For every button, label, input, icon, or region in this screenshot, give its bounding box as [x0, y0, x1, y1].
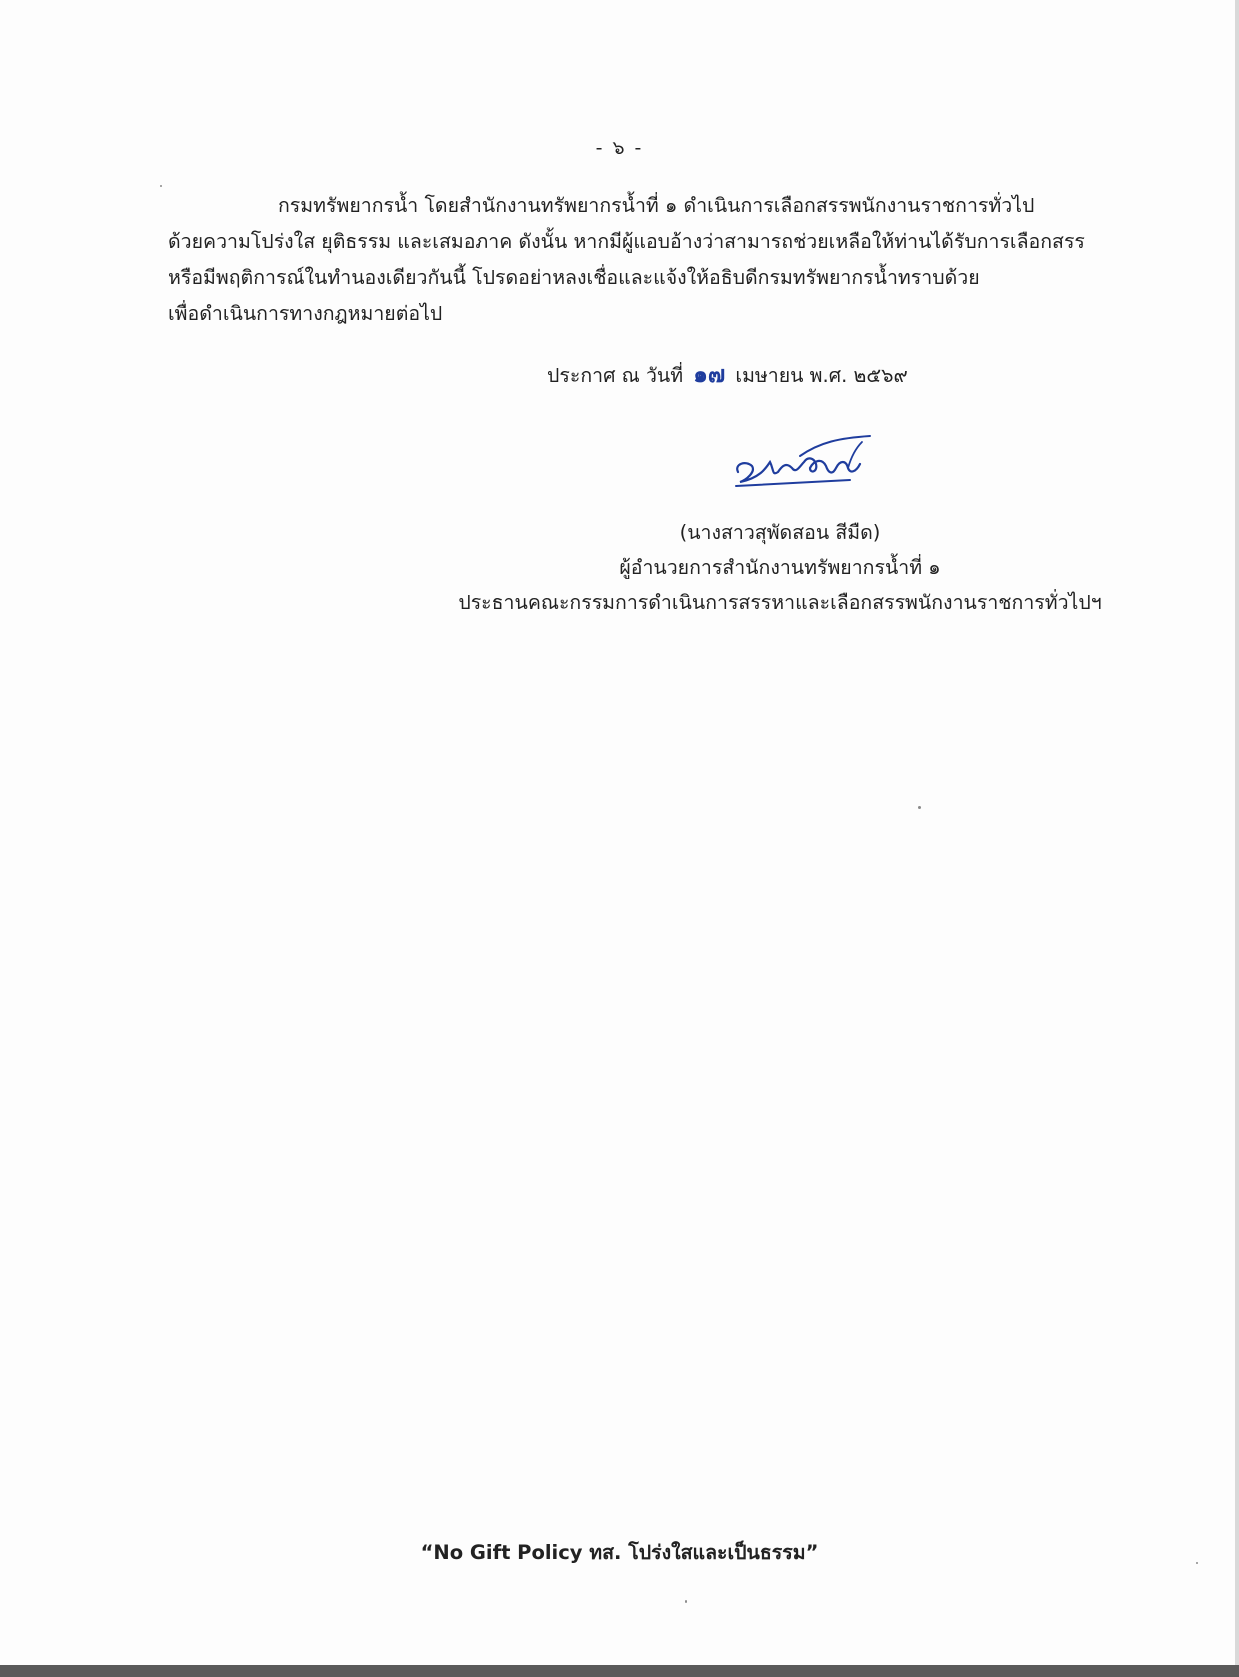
page-number: - ๖ -	[595, 137, 644, 159]
signatory-block	[430, 515, 1130, 620]
footer-slogan: “No Gift Policy ทส. โปร่งใสและเป็นธรรม”	[420, 1541, 819, 1564]
signatory-position-1: ผู้อำนวยการสำนักงานทรัพยากรน้ำที่ ๑	[619, 556, 941, 579]
paragraph-line-1: กรมทรัพยากรน้ำ โดยสำนักงานทรัพยากรน้ำที่ ๑ ดำเนินการเลือกสรรพนักงานราชการทั่วไป	[278, 194, 1035, 217]
scan-speck	[685, 1600, 687, 1603]
signatory-name: (นางสาวสุพัดสอน สีมืด)	[679, 521, 881, 544]
scan-speck	[1196, 1562, 1198, 1564]
date-prefix: ประกาศ ณ วันที่	[547, 364, 684, 387]
paragraph-line-2: ด้วยความโปร่งใส ยุติธรรม และเสมอภาค ดังนั้น หากมีผู้แอบอ้างว่าสามารถช่วยเหลือให้ท่านได้รับการเลือกสรร	[168, 230, 1085, 253]
scan-speck	[160, 185, 162, 187]
announcement-date	[547, 357, 908, 393]
scan-speck	[918, 806, 921, 809]
paragraph-line-4: เพื่อดำเนินการทางกฎหมายต่อไป	[168, 302, 443, 325]
signatory-position-2: ประธานคณะกรรมการดำเนินการสรรหาและเลือกสรรพนักงานราชการทั่วไปฯ	[458, 591, 1102, 614]
handwritten-signature	[730, 432, 880, 500]
scan-bottom-band	[0, 1665, 1239, 1677]
paragraph-line-3: หรือมีพฤติการณ์ในทำนองเดียวกันนี้ โปรดอย่าหลงเชื่อและแจ้งให้อธิบดีกรมทรัพยากรน้ำทราบด้วย	[168, 266, 980, 289]
announcement-paragraph	[168, 188, 1118, 332]
date-month-year: เมษายน พ.ศ. ๒๕๖๙	[735, 364, 908, 387]
scan-edge	[1235, 0, 1239, 1677]
date-day: ๑๗	[693, 362, 726, 388]
